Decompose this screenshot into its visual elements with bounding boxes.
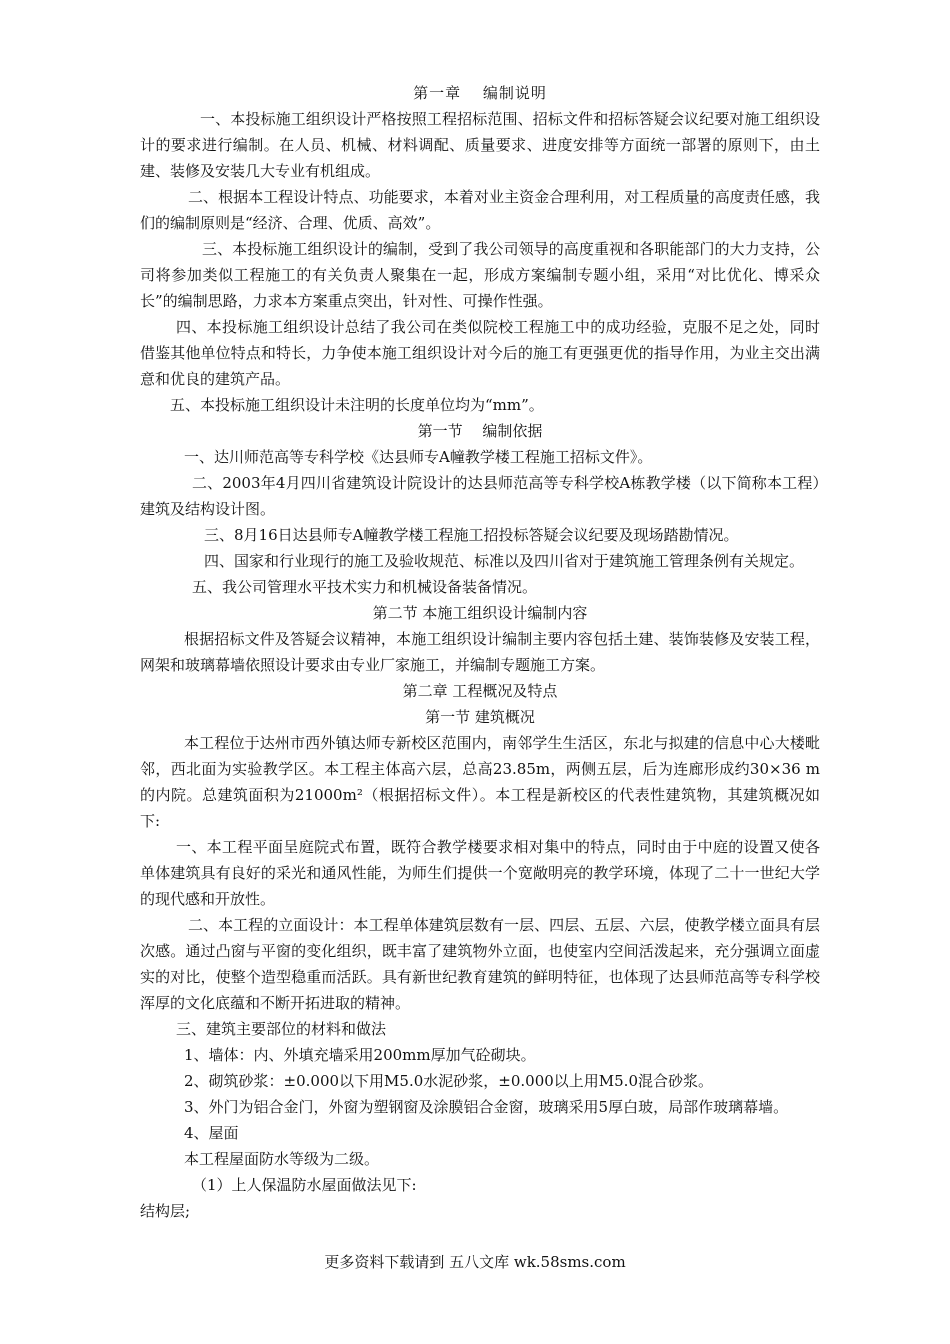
paragraph: 本工程位于达州市西外镇达师专新校区范围内，南邻学生生活区，东北与拟建的信息中心大楼毗邻，西北面为实验教学区。本工程主体高六层，总高23.85m，两侧五层，后为连廊形成约30×36 m的内院。总建筑面积为21000m²（根据招标文件）。本工程是新校区的代表性建筑物，其建筑概况如下: <box>140 734 820 830</box>
chapter-1-title: 第一章 编制说明 <box>413 84 547 102</box>
section-2-title: 第二节 本施工组织设计编制内容 <box>372 604 588 622</box>
chapter-2-title: 第二章 工程概况及特点 <box>402 682 558 700</box>
section-1-title: 第一节 编制依据 <box>417 422 543 440</box>
document-body <box>140 80 820 1224</box>
paragraph: 根据招标文件及答疑会议精神，本施工组织设计编制主要内容包括土建、装饰装修及安装工程，网架和玻璃幕墙依照设计要求由专业厂家施工，并编制专题施工方案。 <box>140 630 820 674</box>
paragraph: 1、墙体：内、外填充墙采用200mm厚加气砼砌块。 <box>184 1046 536 1064</box>
paragraph: （1）上人保温防水屋面做法见下: <box>192 1176 417 1194</box>
footer-text: 更多资料下载请到 五八文库 wk.58sms.com <box>324 1253 626 1271</box>
paragraph: 四、本投标施工组织设计总结了我公司在类似院校工程施工中的成功经验，克服不足之处，同时借鉴其他单位特点和特长，力争使本施工组织设计对今后的施工有更强更优的指导作用，为业主交出满意和优良的建筑产品。 <box>140 318 820 388</box>
paragraph: 五、我公司管理水平技术实力和机械设备装备情况。 <box>192 578 538 596</box>
paragraph: 2、砌筑砂浆：±0.000以下用M5.0水泥砂浆，±0.000以上用M5.0混合砂浆。 <box>184 1072 713 1090</box>
paragraph: 五、本投标施工组织设计未注明的长度单位均为“mm”。 <box>170 396 544 414</box>
paragraph: 三、本投标施工组织设计的编制，受到了我公司领导的高度重视和各职能部门的大力支持，公司将参加类似工程施工的有关负责人聚集在一起，形成方案编制专题小组，采用“对比优化、博采众长”的编制思路，力求本方案重点突出，针对性、可操作性强。 <box>140 240 820 310</box>
chapter-2-section-1-title: 第一节 建筑概况 <box>425 708 535 726</box>
paragraph: 四、国家和行业现行的施工及验收规范、标准以及四川省对于建筑施工管理条例有关规定。 <box>204 552 805 570</box>
paragraph: 3、外门为铝合金门，外窗为塑钢窗及涂膜铝合金窗，玻璃采用5厚白玻，局部作玻璃幕墙。 <box>184 1098 789 1116</box>
paragraph: 结构层; <box>140 1202 191 1220</box>
paragraph: 4、屋面 <box>184 1124 239 1142</box>
paragraph: 一、本工程平面呈庭院式布置，既符合教学楼要求相对集中的特点，同时由于中庭的设置又使各单体建筑具有良好的采光和通风性能，为师生们提供一个宽敞明亮的教学环境，体现了二十一世纪大学的现代感和开放性。 <box>140 838 820 908</box>
paragraph: 一、本投标施工组织设计严格按照工程招标范围、招标文件和招标答疑会议纪要对施工组织设计的要求进行编制。在人员、机械、材料调配、质量要求、进度安排等方面统一部署的原则下，由土建、装修及安装几大专业有机组成。 <box>140 110 820 180</box>
paragraph: 二、根据本工程设计特点、功能要求，本着对业主资金合理利用，对工程质量的高度责任感，我们的编制原则是“经济、合理、优质、高效”。 <box>140 188 820 232</box>
paragraph: 二、本工程的立面设计：本工程单体建筑层数有一层、四层、五层、六层，使教学楼立面具有层次感。通过凸窗与平窗的变化组织，既丰富了建筑物外立面，也使室内空间活泼起来，充分强调立面虚实的对比，使整个造型稳重而活跃。具有新世纪教育建筑的鲜明特征，也体现了达县师范高等专科学校浑厚的文化底蕴和不断开拓进取的精神。 <box>140 916 820 1012</box>
paragraph: 本工程屋面防水等级为二级。 <box>184 1150 380 1168</box>
paragraph: 三、建筑主要部位的材料和做法 <box>176 1020 387 1038</box>
paragraph: 二、2003年4月四川省建筑设计院设计的达县师范高等专科学校A栋教学楼（以下简称本工程）建筑及结构设计图。 <box>140 474 820 518</box>
paragraph: 三、8月16日达县师专A幢教学楼工程施工招投标答疑会议纪要及现场踏勘情况。 <box>204 526 739 544</box>
paragraph: 一、达川师范高等专科学校《达县师专A幢教学楼工程施工招标文件》。 <box>184 448 653 466</box>
